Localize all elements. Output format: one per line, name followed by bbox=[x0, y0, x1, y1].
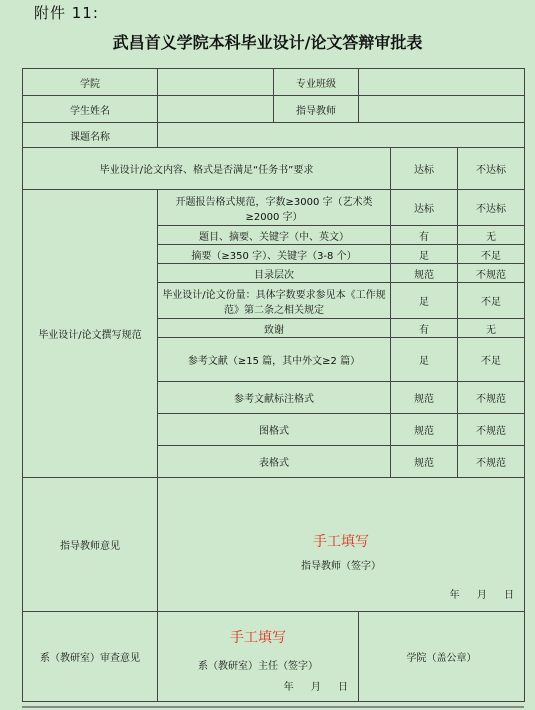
advisor-date-line: 年 月 日 bbox=[449, 590, 514, 601]
dept-handwrite-note: 手工填写 bbox=[230, 629, 286, 646]
norm-no-option[interactable]: 不规范 bbox=[458, 264, 525, 283]
norm-no-option[interactable]: 不足 bbox=[458, 338, 525, 382]
norm-yes-option[interactable]: 足 bbox=[391, 338, 458, 382]
advisor-handwrite-note: 手工填写 bbox=[313, 534, 369, 550]
college-seal-area[interactable] bbox=[359, 612, 525, 702]
norm-no-option[interactable]: 不规范 bbox=[458, 382, 525, 414]
approval-form-table bbox=[22, 68, 525, 702]
task-yes-option[interactable]: 达标 bbox=[391, 148, 458, 190]
student-name-field[interactable] bbox=[158, 96, 274, 123]
advisor-label: 指导教师 bbox=[274, 96, 359, 123]
norm-item-label: 图格式 bbox=[158, 414, 391, 446]
norm-yes-option[interactable]: 足 bbox=[391, 245, 458, 264]
norm-item-label: 题目、摘要、关键字（中、英文） bbox=[158, 226, 391, 245]
class-field[interactable] bbox=[359, 69, 525, 96]
norm-yes-option[interactable]: 达标 bbox=[391, 190, 458, 226]
page-bottom-rule bbox=[22, 706, 524, 708]
norm-item-label: 致谢 bbox=[158, 319, 391, 338]
norm-no-option[interactable]: 不达标 bbox=[458, 190, 525, 226]
task-question: 毕业设计/论文内容、格式是否满足“任务书”要求 bbox=[23, 148, 391, 190]
student-name-label: 学生姓名 bbox=[23, 96, 158, 123]
norm-yes-option[interactable]: 规范 bbox=[391, 414, 458, 446]
norm-item-label: 摘要（≥350 字）、关键字（3-8 个） bbox=[158, 245, 391, 264]
row-task-requirement bbox=[23, 148, 525, 190]
row-advisor-opinion bbox=[23, 478, 525, 612]
row-student bbox=[23, 96, 525, 123]
form-title: 武昌首义学院本科毕业设计/论文答辩审批表 bbox=[112, 33, 423, 52]
annex-label: 附件 11: bbox=[34, 4, 99, 22]
row-college bbox=[23, 69, 525, 96]
norm-item-label: 参考文献（≥15 篇，其中外文≥2 篇） bbox=[158, 338, 391, 382]
row-dept-opinion bbox=[23, 612, 525, 702]
norm-yes-option[interactable]: 规范 bbox=[391, 264, 458, 283]
class-label: 专业班级 bbox=[274, 69, 359, 96]
norm-item-label: 目录层次 bbox=[158, 264, 391, 283]
norm-yes-option[interactable]: 规范 bbox=[391, 382, 458, 414]
advisor-opinion-area[interactable] bbox=[158, 478, 525, 612]
norm-no-option[interactable]: 无 bbox=[458, 226, 525, 245]
advisor-field[interactable] bbox=[359, 96, 525, 123]
dept-opinion-area[interactable] bbox=[158, 612, 359, 702]
topic-label: 课题名称 bbox=[23, 123, 158, 148]
dept-date-line: 年 月 日 bbox=[283, 681, 348, 693]
advisor-opinion-label: 指导教师意见 bbox=[23, 478, 158, 612]
norm-item-label: 表格式 bbox=[158, 446, 391, 478]
norm-item-label: 参考文献标注格式 bbox=[158, 382, 391, 414]
norm-no-option[interactable]: 不规范 bbox=[458, 446, 525, 478]
norm-no-option[interactable]: 不规范 bbox=[458, 414, 525, 446]
dept-signature-label: 系（教研室）主任（签字） bbox=[198, 660, 318, 672]
norm-yes-option[interactable]: 规范 bbox=[391, 446, 458, 478]
row-topic bbox=[23, 123, 525, 148]
norm-item-label: 毕业设计/论文份量：具体字数要求参见本《工作规范》第二条之相关规定 bbox=[158, 283, 391, 319]
norm-no-option[interactable]: 不足 bbox=[458, 283, 525, 319]
college-seal-label: 学院（盖公章） bbox=[406, 653, 477, 664]
norm-no-option[interactable]: 不足 bbox=[458, 245, 525, 264]
norm-row bbox=[23, 190, 525, 226]
college-field[interactable] bbox=[158, 69, 274, 96]
task-no-option[interactable]: 不达标 bbox=[458, 148, 525, 190]
college-label: 学院 bbox=[23, 69, 158, 96]
advisor-signature-label: 指导教师（签字） bbox=[301, 561, 381, 572]
norm-item-label: 开题报告格式规范，字数≥3000 字（艺术类≥2000 字） bbox=[158, 190, 391, 226]
topic-field[interactable] bbox=[158, 123, 525, 148]
norm-yes-option[interactable]: 足 bbox=[391, 283, 458, 319]
dept-opinion-label: 系（教研室）审查意见 bbox=[23, 612, 158, 702]
norm-yes-option[interactable]: 有 bbox=[391, 226, 458, 245]
norm-yes-option[interactable]: 有 bbox=[391, 319, 458, 338]
norm-no-option[interactable]: 无 bbox=[458, 319, 525, 338]
norms-section-label: 毕业设计/论文撰写规范 bbox=[23, 190, 158, 478]
